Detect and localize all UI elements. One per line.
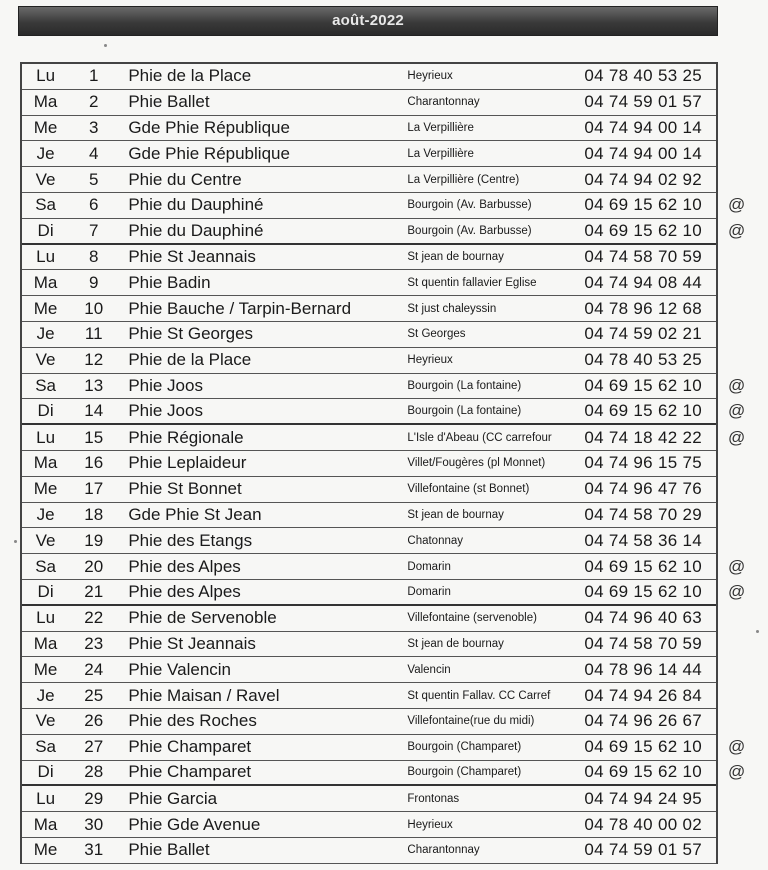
city-cell: Heyrieux bbox=[407, 70, 453, 83]
phone-cell: 04 74 58 70 59 bbox=[584, 246, 702, 266]
day-cell: Je bbox=[36, 324, 55, 344]
pharmacy-name-cell: Gde Phie St Jean bbox=[128, 504, 262, 524]
online-at-icon: @ bbox=[728, 427, 746, 447]
date-cell: 14 bbox=[84, 401, 104, 421]
table-row bbox=[22, 270, 716, 296]
date-cell: 5 bbox=[89, 169, 99, 189]
table-row bbox=[22, 322, 716, 348]
pharmacy-name-cell: Phie du Dauphiné bbox=[128, 220, 264, 240]
table-row bbox=[22, 219, 746, 245]
city-cell: Frontonas bbox=[407, 792, 460, 805]
pharmacy-name-cell: Phie St Jeannais bbox=[128, 633, 256, 653]
pharmacy-name-cell: Phie Leplaideur bbox=[128, 453, 247, 473]
date-cell: 7 bbox=[89, 220, 99, 240]
table-row bbox=[22, 348, 716, 374]
city-cell: St jean de bournay bbox=[407, 508, 504, 521]
day-cell: Lu bbox=[36, 608, 56, 628]
date-cell: 20 bbox=[84, 556, 104, 576]
date-cell: 16 bbox=[84, 453, 104, 473]
date-cell: 26 bbox=[84, 711, 104, 731]
table-row bbox=[22, 657, 716, 683]
city-cell: Bourgoin (La fontaine) bbox=[407, 405, 522, 418]
pharmacy-name-cell: Phie Champaret bbox=[128, 762, 252, 782]
pharmacy-name-cell: Phie Badin bbox=[128, 272, 211, 292]
table-row bbox=[22, 141, 716, 167]
city-cell: Heyrieux bbox=[407, 354, 453, 367]
city-cell: Villet/Fougères (pl Monnet) bbox=[407, 457, 546, 470]
date-cell: 24 bbox=[84, 659, 104, 679]
phone-cell: 04 74 94 02 92 bbox=[584, 169, 702, 189]
day-cell: Lu bbox=[36, 246, 56, 266]
phone-cell: 04 69 15 62 10 bbox=[584, 375, 702, 395]
date-cell: 9 bbox=[89, 272, 99, 292]
day-cell: Me bbox=[33, 479, 58, 499]
online-at-icon: @ bbox=[728, 581, 746, 601]
table-row bbox=[22, 425, 746, 451]
date-cell: 31 bbox=[84, 840, 104, 860]
day-cell: Ma bbox=[33, 92, 58, 112]
date-cell: 12 bbox=[84, 350, 104, 370]
phone-cell: 04 74 18 42 22 bbox=[584, 427, 702, 447]
day-cell: Ve bbox=[35, 169, 56, 189]
table-row bbox=[22, 116, 716, 142]
phone-cell: 04 74 96 40 63 bbox=[584, 608, 702, 628]
date-cell: 30 bbox=[84, 814, 104, 834]
phone-cell: 04 74 94 26 84 bbox=[584, 685, 702, 705]
date-cell: 2 bbox=[89, 92, 99, 112]
table-row bbox=[22, 786, 716, 812]
table-row bbox=[22, 632, 716, 658]
table-row bbox=[22, 709, 716, 735]
city-cell: St quentin Fallav. CC Carref bbox=[407, 689, 551, 702]
city-cell: Villefontaine (st Bonnet) bbox=[407, 483, 530, 496]
city-cell: St jean de bournay bbox=[407, 637, 504, 650]
table-row bbox=[22, 451, 716, 477]
phone-cell: 04 78 40 53 25 bbox=[584, 66, 702, 86]
day-cell: Sa bbox=[35, 556, 56, 576]
pharmacy-name-cell: Gde Phie République bbox=[128, 143, 290, 163]
pharmacy-name-cell: Phie St Georges bbox=[128, 324, 254, 344]
phone-cell: 04 78 40 00 02 bbox=[584, 814, 702, 834]
table-row bbox=[22, 64, 716, 90]
online-at-icon: @ bbox=[728, 195, 746, 215]
phone-cell: 04 74 94 00 14 bbox=[584, 143, 702, 163]
online-at-icon: @ bbox=[728, 401, 746, 421]
city-cell: Villefontaine (servenoble) bbox=[407, 612, 537, 625]
city-cell: La Verpillière bbox=[407, 121, 474, 134]
day-cell: Ma bbox=[33, 814, 58, 834]
month-title: août-2022 bbox=[18, 6, 718, 36]
pharmacy-name-cell: Phie des Alpes bbox=[128, 556, 241, 576]
day-cell: Me bbox=[33, 840, 58, 860]
city-cell: Valencin bbox=[407, 663, 451, 676]
date-cell: 1 bbox=[89, 66, 99, 86]
city-cell: La Verpillière bbox=[407, 147, 474, 160]
phone-cell: 04 69 15 62 10 bbox=[584, 556, 702, 576]
online-at-icon: @ bbox=[728, 375, 746, 395]
date-cell: 29 bbox=[84, 788, 104, 808]
city-cell: Bourgoin (Av. Barbusse) bbox=[407, 224, 532, 237]
phone-cell: 04 74 94 00 14 bbox=[584, 117, 702, 137]
day-cell: Ma bbox=[33, 453, 58, 473]
day-cell: Je bbox=[36, 685, 55, 705]
city-cell: La Verpillière (Centre) bbox=[407, 173, 520, 186]
scan-speck bbox=[104, 44, 107, 47]
day-cell: Je bbox=[36, 504, 55, 524]
table-row bbox=[22, 838, 716, 864]
table-row bbox=[22, 167, 716, 193]
phone-cell: 04 69 15 62 10 bbox=[584, 220, 702, 240]
phone-cell: 04 74 58 36 14 bbox=[584, 530, 702, 550]
day-cell: Ve bbox=[35, 350, 56, 370]
pharmacy-name-cell: Phie Ballet bbox=[128, 92, 210, 112]
day-cell: Me bbox=[33, 659, 58, 679]
day-cell: Me bbox=[33, 298, 58, 318]
city-cell: Charantonnay bbox=[407, 844, 480, 857]
table-row bbox=[22, 580, 746, 606]
city-cell: Domarin bbox=[407, 585, 451, 598]
day-cell: Sa bbox=[35, 375, 56, 395]
date-cell: 27 bbox=[84, 737, 104, 757]
date-cell: 19 bbox=[84, 530, 104, 550]
city-cell: St just chaleyssin bbox=[407, 302, 497, 315]
phone-cell: 04 74 59 01 57 bbox=[584, 92, 702, 112]
date-cell: 18 bbox=[84, 504, 104, 524]
table-row bbox=[22, 761, 746, 787]
date-cell: 8 bbox=[89, 246, 99, 266]
phone-cell: 04 74 94 24 95 bbox=[584, 788, 702, 808]
city-cell: Domarin bbox=[407, 560, 451, 573]
online-at-icon: @ bbox=[728, 556, 746, 576]
pharmacy-name-cell: Phie Garcia bbox=[128, 788, 218, 808]
pharmacy-name-cell: Phie des Roches bbox=[128, 711, 257, 731]
day-cell: Ma bbox=[33, 633, 58, 653]
table-row bbox=[22, 528, 716, 554]
table-row bbox=[22, 735, 746, 761]
table-row bbox=[22, 683, 716, 709]
pharmacy-name-cell: Phie du Centre bbox=[128, 169, 242, 189]
scan-speck bbox=[756, 630, 759, 633]
phone-cell: 04 74 96 15 75 bbox=[584, 453, 702, 473]
city-cell: Charantonnay bbox=[407, 96, 480, 109]
day-cell: Sa bbox=[35, 195, 56, 215]
day-cell: Me bbox=[33, 117, 58, 137]
phone-cell: 04 74 94 08 44 bbox=[584, 272, 702, 292]
day-cell: Sa bbox=[35, 737, 56, 757]
online-at-icon: @ bbox=[728, 762, 746, 782]
pharmacy-name-cell: Phie Bauche / Tarpin-Bernard bbox=[128, 298, 352, 318]
date-cell: 10 bbox=[84, 298, 104, 318]
day-cell: Di bbox=[37, 220, 54, 240]
date-cell: 15 bbox=[84, 427, 104, 447]
table-row bbox=[22, 503, 716, 529]
phone-cell: 04 74 58 70 29 bbox=[584, 504, 702, 524]
pharmacy-name-cell: Phie Régionale bbox=[128, 427, 244, 447]
pharmacy-name-cell: Phie Valencin bbox=[128, 659, 232, 679]
pharmacy-name-cell: Phie de la Place bbox=[128, 350, 252, 370]
city-cell: St jean de bournay bbox=[407, 250, 504, 263]
phone-cell: 04 69 15 62 10 bbox=[584, 581, 702, 601]
table-row bbox=[22, 477, 716, 503]
table-row bbox=[22, 606, 716, 632]
phone-cell: 04 78 96 14 44 bbox=[584, 659, 702, 679]
table-row bbox=[22, 245, 716, 271]
city-cell: Bourgoin (Champaret) bbox=[407, 766, 522, 779]
phone-cell: 04 78 40 53 25 bbox=[584, 350, 702, 370]
phone-cell: 04 78 96 12 68 bbox=[584, 298, 702, 318]
table-row bbox=[22, 812, 716, 838]
pharmacy-name-cell: Phie St Bonnet bbox=[128, 479, 242, 499]
day-cell: Di bbox=[37, 401, 54, 421]
city-cell: Bourgoin (Av. Barbusse) bbox=[407, 199, 532, 212]
pharmacy-name-cell: Phie Joos bbox=[128, 375, 203, 395]
phone-cell: 04 69 15 62 10 bbox=[584, 737, 702, 757]
scan-speck bbox=[14, 540, 17, 543]
pharmacy-rota-table bbox=[20, 62, 746, 864]
day-cell: Je bbox=[36, 143, 55, 163]
pharmacy-name-cell: Phie Gde Avenue bbox=[128, 814, 261, 834]
day-cell: Ma bbox=[33, 272, 58, 292]
table-row bbox=[22, 90, 716, 116]
phone-cell: 04 69 15 62 10 bbox=[584, 762, 702, 782]
online-at-icon: @ bbox=[728, 737, 746, 757]
city-cell: Chatonnay bbox=[407, 534, 464, 547]
city-cell: Heyrieux bbox=[407, 818, 453, 831]
table-row bbox=[22, 554, 746, 580]
day-cell: Lu bbox=[36, 66, 56, 86]
day-cell: Ve bbox=[35, 711, 56, 731]
city-cell: Bourgoin (Champaret) bbox=[407, 741, 522, 754]
table-row bbox=[22, 374, 746, 400]
phone-cell: 04 74 96 26 67 bbox=[584, 711, 702, 731]
online-at-icon: @ bbox=[728, 220, 746, 240]
pharmacy-name-cell: Phie St Jeannais bbox=[128, 246, 256, 266]
pharmacy-name-cell: Phie Joos bbox=[128, 401, 203, 421]
pharmacy-name-cell: Phie des Etangs bbox=[128, 530, 253, 550]
day-cell: Ve bbox=[35, 530, 56, 550]
phone-cell: 04 74 59 02 21 bbox=[584, 324, 702, 344]
date-cell: 21 bbox=[84, 581, 104, 601]
day-cell: Lu bbox=[36, 427, 56, 447]
city-cell: St Georges bbox=[407, 328, 466, 341]
date-cell: 22 bbox=[84, 608, 104, 628]
city-cell: L'Isle d'Abeau (CC carrefour bbox=[407, 431, 552, 444]
date-cell: 23 bbox=[84, 633, 104, 653]
pharmacy-name-cell: Phie de la Place bbox=[128, 66, 252, 86]
phone-cell: 04 74 96 47 76 bbox=[584, 479, 702, 499]
pharmacy-name-cell: Phie du Dauphiné bbox=[128, 195, 264, 215]
date-cell: 28 bbox=[84, 762, 104, 782]
day-cell: Lu bbox=[36, 788, 56, 808]
table-row bbox=[22, 193, 746, 219]
date-cell: 3 bbox=[89, 117, 99, 137]
pharmacy-name-cell: Gde Phie République bbox=[128, 117, 290, 137]
pharmacy-name-cell: Phie de Servenoble bbox=[128, 608, 277, 628]
phone-cell: 04 74 58 70 59 bbox=[584, 633, 702, 653]
phone-cell: 04 74 59 01 57 bbox=[584, 840, 702, 860]
date-cell: 11 bbox=[84, 324, 103, 344]
date-cell: 6 bbox=[89, 195, 99, 215]
pharmacy-name-cell: Phie des Alpes bbox=[128, 581, 241, 601]
date-cell: 4 bbox=[89, 143, 99, 163]
city-cell: Villefontaine(rue du midi) bbox=[407, 715, 535, 728]
pharmacy-name-cell: Phie Champaret bbox=[128, 737, 252, 757]
phone-cell: 04 69 15 62 10 bbox=[584, 401, 702, 421]
date-cell: 17 bbox=[84, 479, 104, 499]
phone-cell: 04 69 15 62 10 bbox=[584, 195, 702, 215]
table-row bbox=[22, 399, 746, 425]
city-cell: St quentin fallavier Eglise bbox=[407, 276, 537, 289]
date-cell: 13 bbox=[84, 375, 104, 395]
day-cell: Di bbox=[37, 762, 54, 782]
pharmacy-name-cell: Phie Maisan / Ravel bbox=[128, 685, 280, 705]
table-row bbox=[22, 296, 716, 322]
pharmacy-name-cell: Phie Ballet bbox=[128, 840, 210, 860]
date-cell: 25 bbox=[84, 685, 104, 705]
day-cell: Di bbox=[37, 581, 54, 601]
city-cell: Bourgoin (La fontaine) bbox=[407, 379, 522, 392]
